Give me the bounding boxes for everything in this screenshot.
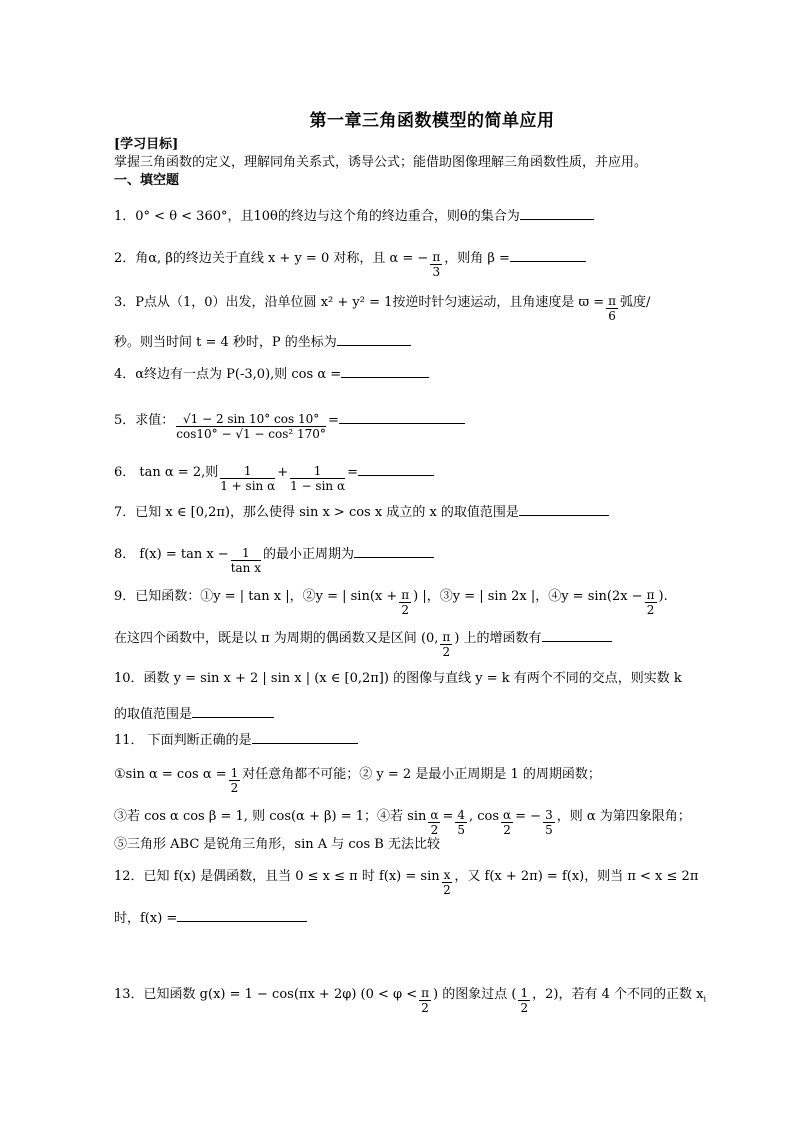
answer-blank	[339, 410, 465, 424]
question-9-cont: 在这四个函数中，既是以 π 为周期的偶函数又是区间 (0, $\frac{\pi}{2}$ ) 上的增函数有	[114, 628, 612, 659]
question-7: 7．已知 x ∈ [0,2π)，那么使得 sin x > cos x 成立的 x 的取值范围是	[114, 502, 609, 522]
answer-blank	[358, 462, 434, 476]
question-10: 10．函数 y = sin x + 2 | sin x | (x ∈ [0,2π]) 的图像与直线 y = k 有两个不同的交点，则实数 k	[114, 671, 682, 686]
section-heading: 一、填空题	[114, 173, 180, 188]
question-11-option-5: ⑤三角形 ABC 是锐角三角形，sin A 与 cos B 无法比较	[114, 837, 440, 852]
question-2: 2．角α, β的终边关于直线 x + y = 0 对称，且 α = − $\frac{\pi}{3}$ ，则角 β =	[114, 248, 586, 279]
question-11-option-3: ③若 cos α cos β = 1, 则 cos(α + β) = 1；④若 sin $\frac{\alpha}{2}$ = $\frac{4}{5}$ , cos $\frac{\alpha}{2}$ = − $\frac{3}{5}$ ，则 α 为第四象限角；	[114, 808, 691, 837]
question-3-cont: 秒。则当时间 t = 4 秒时，P 的坐标为	[114, 332, 411, 352]
answer-blank	[177, 908, 307, 922]
goal-text: 掌握三角函数的定义，理解同角关系式，诱导公式；能借助图像理解三角函数性质，并应用。	[114, 155, 648, 170]
answer-blank	[192, 704, 274, 718]
page-title: 第一章三角函数模型的简单应用	[309, 111, 555, 131]
answer-blank	[354, 544, 434, 558]
question-5: 5．求值： $\frac{√1 - 2 \sin 10^\circ \cos 10^\circ}{\text{cos10° − √1 − cos² 170°}}$ =	[114, 410, 465, 441]
question-10-cont: 的取值范围是	[114, 704, 274, 724]
question-8: 8． f(x) = tan x − $\frac{1}{\text{tan x}}$ 的最小正周期为	[114, 544, 434, 575]
question-12-cont: 时，f(x) =	[114, 908, 307, 928]
answer-blank	[519, 502, 609, 516]
question-9: 9．已知函数：①y = | tan x |，②y = | sin(x + $\frac{\pi}{2}$ ) |，③y = | sin 2x |，④y = sin(2x − $\frac{\pi}{2}$ ).	[114, 588, 668, 617]
question-13: 13．已知函数 g(x) = 1 − cos(πx + 2φ) (0 < φ < $\frac{\pi}{2}$ ) 的图象过点 ( $\frac{1}{2}$ ，2)，若有 4 个不同的正数 $x_i$	[114, 986, 707, 1015]
question-11: 11． 下面判断正确的是	[114, 730, 358, 750]
question-12: 12．已知 f(x) 是偶函数，且当 0 ≤ x ≤ π 时 f(x) = sin $\frac{x}{2}$ ，又 f(x + 2π) = f(x)，则当 π < x ≤ 2π	[114, 868, 699, 897]
answer-blank	[520, 206, 594, 220]
answer-blank	[341, 364, 429, 378]
answer-blank	[510, 248, 586, 262]
question-6: 6． tan α = 2,则 $\frac{1}{\text{1 + sin α}}$ + $\frac{1}{\text{1 − sin α}}$ =	[114, 462, 434, 493]
question-1: 1．0° < θ < 360°，且10θ的终边与这个角的终边重合，则θ的集合为	[114, 206, 594, 226]
answer-blank	[337, 332, 411, 346]
goal-heading: [学习目标]	[114, 137, 179, 152]
answer-blank	[542, 628, 612, 642]
question-4: 4．α终边有一点为 P(-3,0),则 cos α =	[114, 364, 429, 384]
question-3: 3．P点从（1，0）出发，沿单位圆 x² + y² = 1按逆时针匀速运动，且角速度是 ϖ = $\frac{\pi}{6}$ 弧度/	[114, 294, 651, 323]
question-11-option-1: ①sin α = cos α = $\frac{1}{2}$ 对任意角都不可能；② y = 2 是最小正周期是 1 的周期函数；	[114, 766, 601, 795]
answer-blank	[252, 730, 358, 744]
